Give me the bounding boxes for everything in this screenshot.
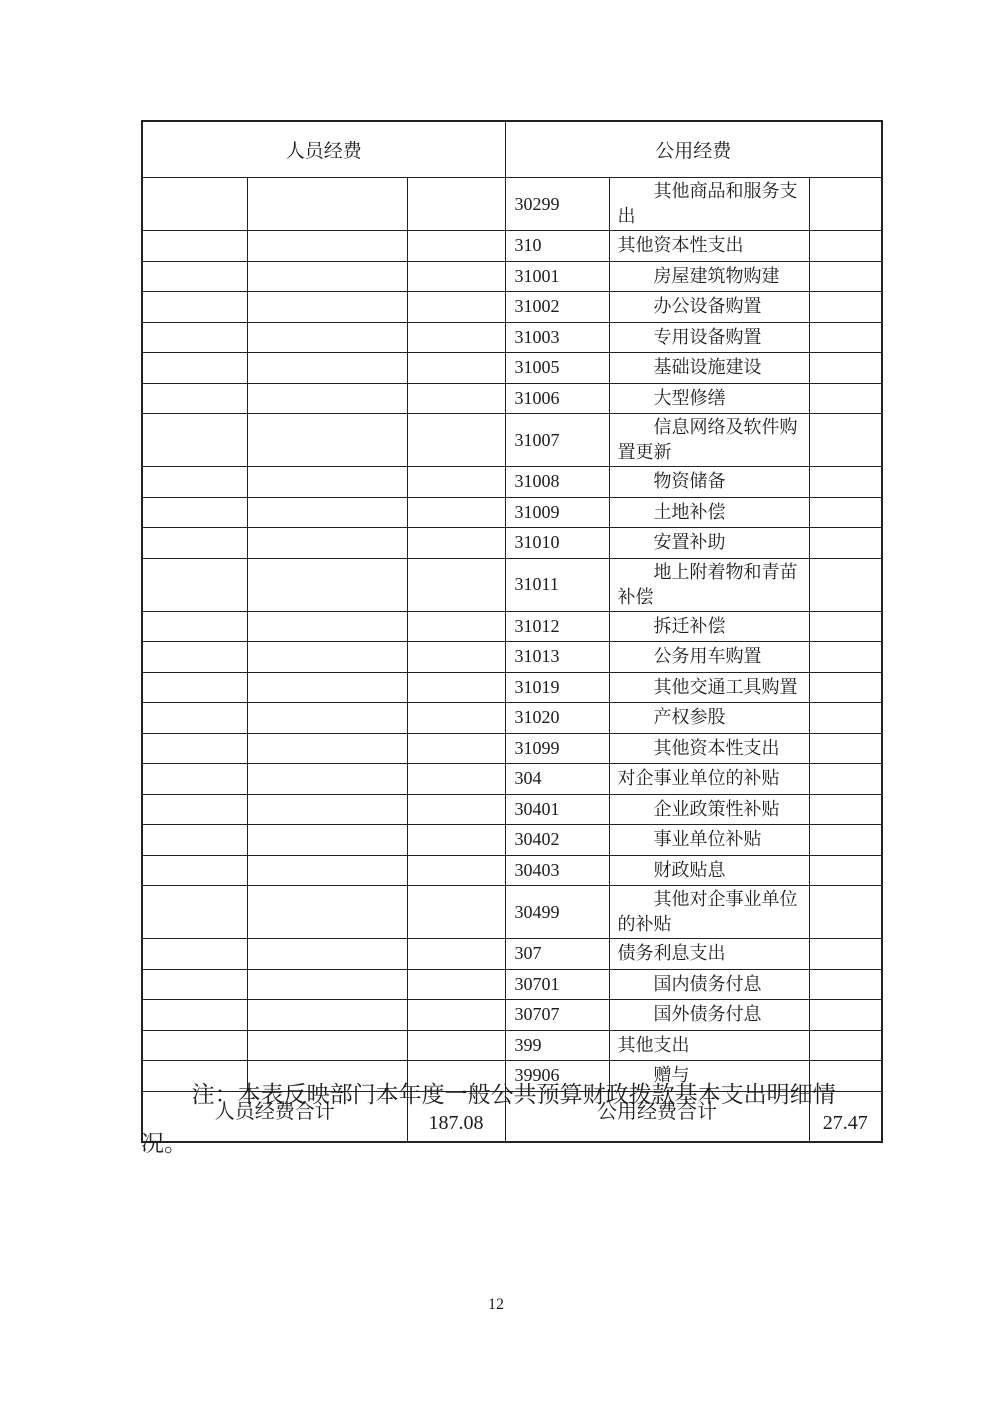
personnel-expenses-header: 人员经费 <box>142 121 505 178</box>
public-code-cell: 39906 <box>505 1061 609 1092</box>
table-row <box>142 733 882 764</box>
public-desc-cell: 财政贴息 <box>609 855 809 886</box>
personnel-amount-cell <box>407 178 505 231</box>
public-code-cell: 31012 <box>505 611 609 642</box>
personnel-desc-cell <box>247 611 407 642</box>
personnel-desc-cell <box>247 261 407 292</box>
personnel-code-cell <box>142 497 247 528</box>
public-amount-cell <box>809 558 882 611</box>
public-desc-cell: 对企事业单位的补贴 <box>609 764 809 795</box>
public-amount-cell <box>809 825 882 856</box>
table-row <box>142 528 882 559</box>
table-row <box>142 292 882 323</box>
table-row <box>142 467 882 498</box>
personnel-amount-cell <box>407 703 505 734</box>
table-row <box>142 855 882 886</box>
personnel-code-cell <box>142 886 247 939</box>
public-amount-cell <box>809 939 882 970</box>
public-amount-cell <box>809 322 882 353</box>
public-desc-cell: 公务用车购置 <box>609 642 809 673</box>
table-row <box>142 497 882 528</box>
public-amount-cell <box>809 292 882 323</box>
personnel-code-cell <box>142 558 247 611</box>
personnel-desc-cell <box>247 322 407 353</box>
public-amount-cell <box>809 528 882 559</box>
personnel-desc-cell <box>247 764 407 795</box>
public-desc-cell: 物资储备 <box>609 467 809 498</box>
personnel-code-cell <box>142 764 247 795</box>
public-code-cell: 31001 <box>505 261 609 292</box>
personnel-amount-cell <box>407 1000 505 1031</box>
public-amount-cell <box>809 353 882 384</box>
table-row <box>142 825 882 856</box>
public-code-cell: 31003 <box>505 322 609 353</box>
public-desc-cell: 信息网络及软件购置更新 <box>609 414 809 467</box>
public-code-cell: 30707 <box>505 1000 609 1031</box>
personnel-code-cell <box>142 703 247 734</box>
table-row <box>142 558 882 611</box>
public-amount-cell <box>809 1000 882 1031</box>
personnel-code-cell <box>142 611 247 642</box>
public-amount-cell <box>809 611 882 642</box>
public-desc-cell: 事业单位补贴 <box>609 825 809 856</box>
personnel-amount-cell <box>407 969 505 1000</box>
public-code-cell: 30402 <box>505 825 609 856</box>
public-amount-cell <box>809 733 882 764</box>
public-desc-cell: 其他对企事业单位的补贴 <box>609 886 809 939</box>
personnel-code-cell <box>142 733 247 764</box>
public-code-cell: 31099 <box>505 733 609 764</box>
personnel-code-cell <box>142 794 247 825</box>
public-desc-cell: 土地补偿 <box>609 497 809 528</box>
public-code-cell: 31005 <box>505 353 609 384</box>
personnel-code-cell <box>142 353 247 384</box>
personnel-amount-cell <box>407 611 505 642</box>
personnel-amount-cell <box>407 467 505 498</box>
personnel-code-cell <box>142 231 247 262</box>
public-desc-cell: 办公设备购置 <box>609 292 809 323</box>
public-desc-cell: 国外债务付息 <box>609 1000 809 1031</box>
table-header-row <box>142 121 882 178</box>
public-amount-cell <box>809 1030 882 1061</box>
personnel-amount-cell <box>407 764 505 795</box>
table-row <box>142 414 882 467</box>
public-amount-cell <box>809 642 882 673</box>
table-row <box>142 939 882 970</box>
personnel-amount-cell <box>407 855 505 886</box>
public-code-cell: 31006 <box>505 383 609 414</box>
public-amount-cell <box>809 794 882 825</box>
table-row <box>142 969 882 1000</box>
public-code-cell: 30403 <box>505 855 609 886</box>
public-total-value: 27.47 <box>809 1091 882 1142</box>
public-code-cell: 31010 <box>505 528 609 559</box>
personnel-desc-cell <box>247 353 407 384</box>
public-amount-cell <box>809 969 882 1000</box>
personnel-desc-cell <box>247 642 407 673</box>
personnel-desc-cell <box>247 231 407 262</box>
personnel-code-cell <box>142 1000 247 1031</box>
personnel-code-cell <box>142 414 247 467</box>
personnel-code-cell <box>142 322 247 353</box>
public-desc-cell: 赠与 <box>609 1061 809 1092</box>
personnel-amount-cell <box>407 1030 505 1061</box>
personnel-amount-cell <box>407 825 505 856</box>
table-row <box>142 642 882 673</box>
personnel-amount-cell <box>407 414 505 467</box>
personnel-code-cell <box>142 939 247 970</box>
public-desc-cell: 安置补助 <box>609 528 809 559</box>
table-row <box>142 672 882 703</box>
table-row <box>142 261 882 292</box>
table-note: 注：本表反映部门本年度一般公共预算财政拨款基本支出明细情况。 <box>141 1082 836 1156</box>
personnel-total-value: 187.08 <box>407 1091 505 1142</box>
public-code-cell: 30401 <box>505 794 609 825</box>
personnel-desc-cell <box>247 855 407 886</box>
public-desc-cell: 专用设备购置 <box>609 322 809 353</box>
table-row <box>142 794 882 825</box>
personnel-desc-cell <box>247 558 407 611</box>
personnel-amount-cell <box>407 292 505 323</box>
personnel-amount-cell <box>407 886 505 939</box>
personnel-code-cell <box>142 528 247 559</box>
public-amount-cell <box>809 497 882 528</box>
personnel-code-cell <box>142 1030 247 1061</box>
personnel-desc-cell <box>247 528 407 559</box>
personnel-code-cell <box>142 383 247 414</box>
public-desc-cell: 债务利息支出 <box>609 939 809 970</box>
personnel-amount-cell <box>407 672 505 703</box>
public-amount-cell <box>809 231 882 262</box>
personnel-code-cell <box>142 178 247 231</box>
public-code-cell: 31013 <box>505 642 609 673</box>
public-expenses-header: 公用经费 <box>505 121 882 178</box>
personnel-amount-cell <box>407 642 505 673</box>
personnel-amount-cell <box>407 231 505 262</box>
personnel-code-cell <box>142 467 247 498</box>
public-desc-cell: 产权参股 <box>609 703 809 734</box>
personnel-amount-cell <box>407 939 505 970</box>
table-body <box>142 178 882 1092</box>
personnel-code-cell <box>142 969 247 1000</box>
table-row <box>142 886 882 939</box>
personnel-amount-cell <box>407 353 505 384</box>
personnel-desc-cell <box>247 1000 407 1031</box>
public-code-cell: 30499 <box>505 886 609 939</box>
personnel-desc-cell <box>247 292 407 323</box>
public-code-cell: 31020 <box>505 703 609 734</box>
personnel-amount-cell <box>407 383 505 414</box>
public-desc-cell: 其他交通工具购置 <box>609 672 809 703</box>
personnel-amount-cell <box>407 322 505 353</box>
table-row <box>142 353 882 384</box>
public-desc-cell: 其他支出 <box>609 1030 809 1061</box>
personnel-amount-cell <box>407 261 505 292</box>
public-code-cell: 31019 <box>505 672 609 703</box>
personnel-desc-cell <box>247 939 407 970</box>
personnel-amount-cell <box>407 528 505 559</box>
public-amount-cell <box>809 764 882 795</box>
table-row <box>142 231 882 262</box>
table-row <box>142 383 882 414</box>
table-row <box>142 1000 882 1031</box>
public-amount-cell <box>809 672 882 703</box>
personnel-code-cell <box>142 855 247 886</box>
public-code-cell: 31008 <box>505 467 609 498</box>
personnel-desc-cell <box>247 178 407 231</box>
personnel-desc-cell <box>247 497 407 528</box>
public-code-cell: 30299 <box>505 178 609 231</box>
public-amount-cell <box>809 414 882 467</box>
public-code-cell: 31002 <box>505 292 609 323</box>
personnel-desc-cell <box>247 733 407 764</box>
public-code-cell: 31007 <box>505 414 609 467</box>
personnel-desc-cell <box>247 672 407 703</box>
personnel-amount-cell <box>407 794 505 825</box>
personnel-desc-cell <box>247 886 407 939</box>
public-desc-cell: 基础设施建设 <box>609 353 809 384</box>
public-amount-cell <box>809 383 882 414</box>
personnel-desc-cell <box>247 1030 407 1061</box>
personnel-desc-cell <box>247 825 407 856</box>
public-code-cell: 307 <box>505 939 609 970</box>
table-row <box>142 322 882 353</box>
table-row <box>142 764 882 795</box>
public-code-cell: 304 <box>505 764 609 795</box>
public-desc-cell: 大型修缮 <box>609 383 809 414</box>
personnel-desc-cell <box>247 969 407 1000</box>
public-desc-cell: 国内债务付息 <box>609 969 809 1000</box>
basic-expenditure-detail-table <box>141 120 883 1143</box>
table-row <box>142 611 882 642</box>
personnel-amount-cell <box>407 558 505 611</box>
public-code-cell: 30701 <box>505 969 609 1000</box>
personnel-desc-cell <box>247 467 407 498</box>
public-code-cell: 310 <box>505 231 609 262</box>
public-code-cell: 31009 <box>505 497 609 528</box>
public-code-cell: 31011 <box>505 558 609 611</box>
personnel-amount-cell <box>407 497 505 528</box>
public-desc-cell: 其他资本性支出 <box>609 231 809 262</box>
public-amount-cell <box>809 467 882 498</box>
public-amount-cell <box>809 178 882 231</box>
personnel-total-label: 人员经费合计 <box>142 1091 407 1142</box>
personnel-code-cell <box>142 825 247 856</box>
public-desc-cell: 企业政策性补贴 <box>609 794 809 825</box>
public-amount-cell <box>809 261 882 292</box>
table-row <box>142 1030 882 1061</box>
personnel-code-cell <box>142 292 247 323</box>
personnel-code-cell <box>142 672 247 703</box>
personnel-code-cell <box>142 261 247 292</box>
personnel-desc-cell <box>247 703 407 734</box>
table-row <box>142 178 882 231</box>
public-desc-cell: 拆迁补偿 <box>609 611 809 642</box>
table-row <box>142 703 882 734</box>
public-amount-cell <box>809 855 882 886</box>
personnel-desc-cell <box>247 794 407 825</box>
public-amount-cell <box>809 703 882 734</box>
personnel-desc-cell <box>247 383 407 414</box>
public-desc-cell: 其他资本性支出 <box>609 733 809 764</box>
personnel-desc-cell <box>247 414 407 467</box>
public-desc-cell: 房屋建筑物购建 <box>609 261 809 292</box>
page-number: 12 <box>488 1296 504 1313</box>
public-desc-cell: 其他商品和服务支出 <box>609 178 809 231</box>
public-code-cell: 399 <box>505 1030 609 1061</box>
personnel-amount-cell <box>407 733 505 764</box>
public-total-label: 公用经费合计 <box>505 1091 809 1142</box>
public-amount-cell <box>809 886 882 939</box>
public-desc-cell: 地上附着物和青苗补偿 <box>609 558 809 611</box>
personnel-code-cell <box>142 642 247 673</box>
